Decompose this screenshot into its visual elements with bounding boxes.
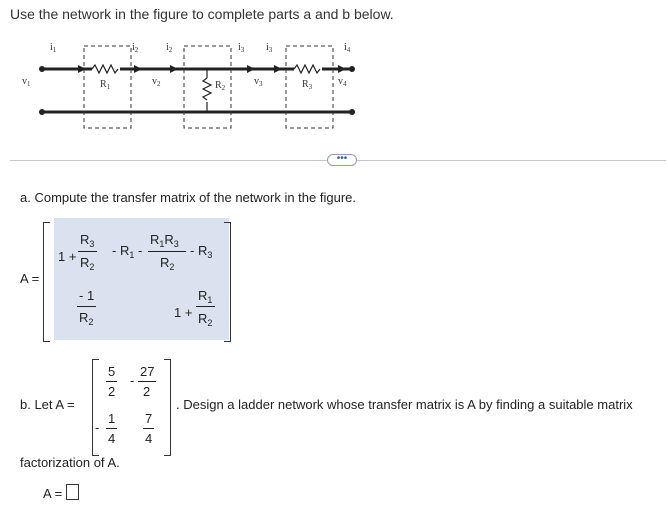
m22-denominator: 4	[145, 431, 153, 446]
matrix-right-bracket	[224, 222, 231, 342]
a12-denominator: $R_2$	[160, 255, 175, 272]
resistor-label-r1: $R_1$	[100, 79, 111, 91]
a11-numerator: $R_3$	[80, 232, 95, 249]
m21-numerator: 1	[108, 411, 116, 426]
current-label-i3b: $i_3$	[266, 42, 273, 54]
matrix-left-bracket	[43, 222, 50, 342]
answer-input[interactable]	[66, 484, 79, 500]
a12-tail-term: - $R_3$	[190, 243, 213, 260]
voltage-label-v3: $v_3$	[254, 76, 263, 88]
a22-numerator: $R_1$	[198, 288, 213, 305]
m22-numerator: 7	[145, 411, 153, 426]
current-label-i4: $i_4$	[344, 42, 351, 54]
a21-numerator: - 1	[79, 288, 95, 303]
current-label-i2b: $i_2$	[166, 42, 173, 54]
resistor-label-r3: $R_3$	[302, 79, 313, 91]
current-label-i3a: $i_3$	[238, 42, 245, 54]
matrix-b-left-bracket	[92, 359, 99, 456]
m22-fraction-bar	[143, 428, 154, 429]
voltage-label-v4: $v_4$	[338, 76, 347, 88]
m12-denominator: 2	[143, 384, 151, 399]
a12-numerator: $R_1R_3$	[150, 232, 179, 249]
expand-more-button[interactable]: •••	[327, 154, 357, 166]
matrix-b-right-bracket	[164, 359, 171, 456]
a11-prefix: 1 +	[58, 249, 77, 264]
instructions: Use the network in the figure to complete parts a and b below.	[10, 6, 394, 22]
matrix-a-label: A =	[20, 271, 40, 286]
part-a-prompt: a. Compute the transfer matrix of the network in the figure.	[20, 190, 356, 205]
voltage-label-v2: $v_2$	[152, 76, 161, 88]
a11-fraction-bar	[78, 251, 97, 252]
part-b-continuation: factorization of A.	[20, 455, 120, 470]
a11-denominator: $R_2$	[80, 255, 95, 272]
m12-numerator: 27	[140, 364, 155, 379]
a22-fraction-bar	[196, 306, 215, 307]
current-label-i1: $i_1$	[50, 42, 57, 54]
current-label-i2a: $i_2$	[132, 42, 139, 54]
ladder-network-diagram	[20, 32, 360, 142]
answer-label: A =	[43, 486, 63, 501]
part-b-instructions: . Design a ladder network whose transfer matrix is A by finding a suitable matrix	[176, 397, 633, 412]
m12-fraction-bar	[138, 381, 156, 382]
m21-fraction-bar	[106, 428, 117, 429]
a21-denominator: $R_2$	[79, 310, 94, 327]
a12-fraction-bar	[148, 251, 186, 252]
part-b-prefix: b. Let A =	[20, 397, 75, 412]
m21-denominator: 4	[108, 431, 116, 446]
m21-sign: -	[95, 420, 100, 435]
m12-sign: -	[130, 373, 135, 388]
m11-denominator: 2	[108, 384, 116, 399]
a22-prefix: 1 +	[174, 305, 193, 320]
voltage-label-v1: $v_1$	[22, 76, 31, 88]
a21-fraction-bar	[77, 306, 96, 307]
m11-fraction-bar	[106, 381, 117, 382]
resistor-label-r2: $R_2$	[215, 80, 226, 92]
a12-minus: -	[138, 243, 143, 258]
a12-lead-term: - $R_1$	[112, 243, 135, 260]
m11-numerator: 5	[108, 364, 116, 379]
a22-denominator: $R_2$	[198, 311, 213, 328]
